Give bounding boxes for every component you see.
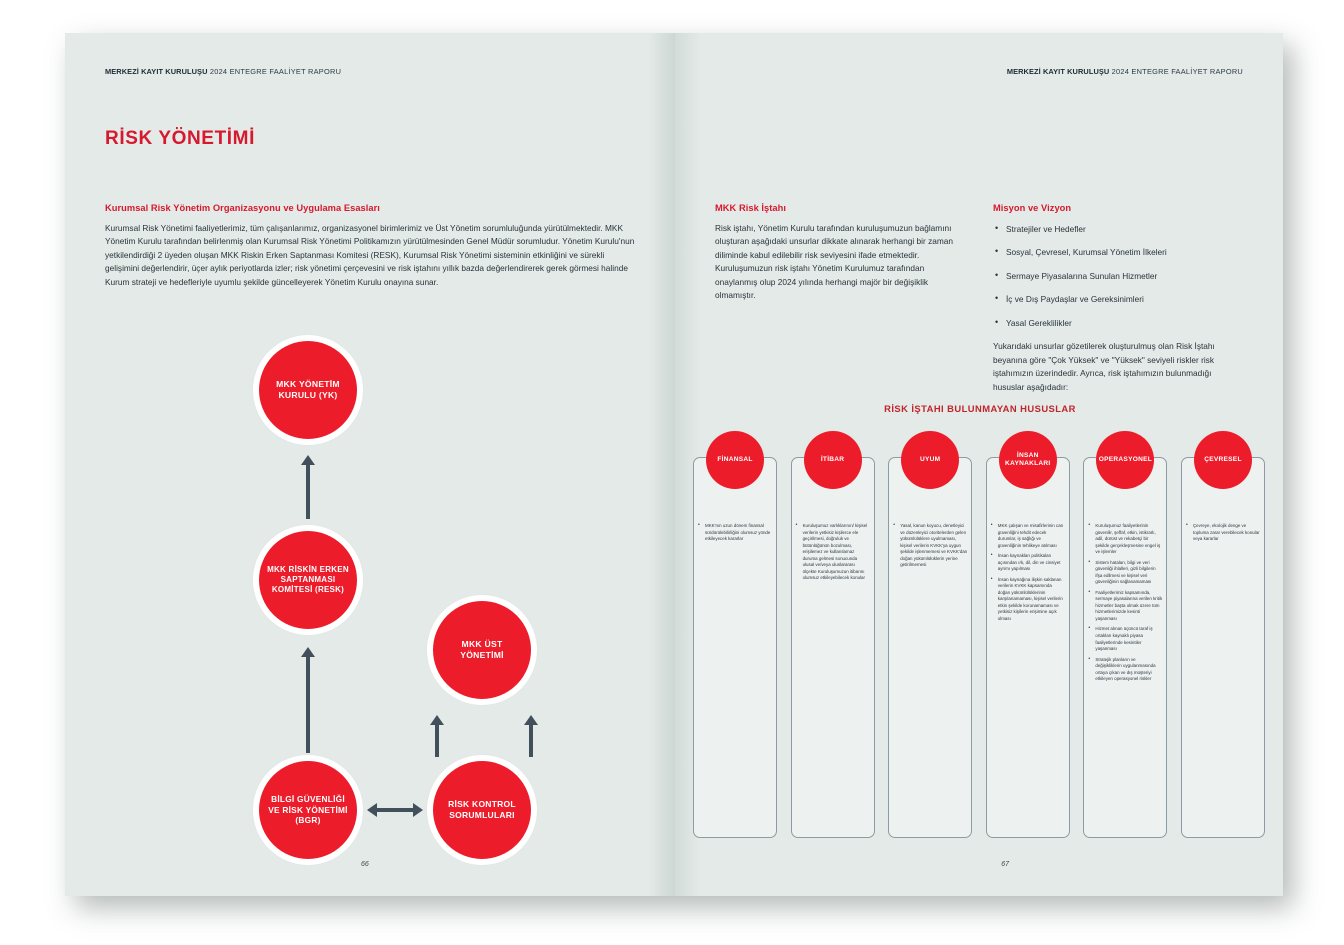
heading-mkk-risk-istahi: MKK Risk İştahı — [715, 203, 787, 213]
list-item: • MKK çalışan ve misafirlerinin can güvenliğini tehdit edecek durumlar, iş sağlığı ve güvenliğinin tehlikeye atılması — [991, 523, 1065, 549]
arrow-bgr-to-resk-shaft — [306, 657, 310, 753]
section-heading-corporate-risk: Kurumsal Risk Yönetim Organizasyonu ve Uygulama Esasları — [105, 203, 380, 213]
list-item: • Stratejiler ve Hedefler — [993, 223, 1245, 235]
risk-card-itibar-badge-label: İTİBAR — [820, 456, 845, 464]
heading-misyon-vizyon: Misyon ve Vizyon — [993, 203, 1072, 213]
page-left — [65, 33, 674, 896]
diagram-node-resk[interactable] — [253, 525, 363, 635]
risk-card-insan-kaynaklari-box — [986, 457, 1070, 838]
right-page-columns — [715, 203, 1245, 394]
arrow-rks-to-ust-shaft — [529, 725, 533, 757]
risk-card-insan-kaynaklari-badge — [999, 431, 1057, 489]
risk-card-uyum-body — [893, 523, 967, 573]
list-item: • Kuruluşumuz varlıklarının/ kişisel verilerin yetkisiz kişilerce ele geçirilmesi, doğruluk ve bütünlüğünün bozulması, erişilemez ve kullanılamaz duruma gelmesi sonucunda ulusal ve/veya uluslararası ölçekte Kuruluşumuzun itibarını olumsuz etkileyebilecek konular — [796, 523, 870, 582]
folio-left: 66 — [361, 861, 369, 868]
risk-card-operasyonel-badge-label: OPERASYONEL — [1098, 456, 1153, 464]
arrow-bgr-to-resk-head — [301, 647, 315, 657]
risk-card-itibar[interactable] — [791, 431, 875, 851]
running-head-brand: MERKEZİ KAYIT KURULUŞU — [105, 67, 208, 76]
list-item: • İnsan kaynakları politikaları açısından ırk, dil, din ve cinsiyet ayrımı yapılması — [991, 553, 1065, 573]
column-mission-vision — [993, 203, 1245, 394]
risk-card-insan-kaynaklari[interactable] — [986, 431, 1070, 851]
list-item: • Yasal Gereklilikler — [993, 317, 1245, 329]
document-spread — [65, 33, 1283, 896]
paragraph-mkk-risk-istahi: Risk iştahı, Yönetim Kurulu tarafından kuruluşumuzun bağlamını oluşturan aşağıdaki unsurlar dikkate alınarak herhangi bir zaman diliminde kabul edilebilir risk seviyesini ifade etmektedir. Kuruluşumuzun risk iştahı Yönetim Kurulumuz tarafından onaylanmış olup 2024 yılında herhangi majör bir değişiklik olmamıştır. — [715, 223, 953, 301]
list-item: • Kuruluşumuz faaliyetlerinin güvenilir, şeffaf, etkin, istikrarlı, adil, dürüst ve rekabetçi bir şekilde gerçekleşmesine engel iş ve işlemler — [1088, 523, 1162, 556]
paragraph-risk-appetite-closing: Yukarıdaki unsurlar gözetilerek oluşturulmuş olan Risk İştahı beyanına göre "Çok Yüksek" ve "Yüksek" seviyeli riskler risk iştahımızın üzerindedir. Ayrıca, risk iştahımızın bulunmadığı hususlar aşağıdadır: — [993, 341, 1215, 392]
arrow-rks-to-ust-head — [524, 715, 538, 725]
risk-card-operasyonel-badge — [1096, 431, 1154, 489]
risk-card-uyum[interactable] — [888, 431, 972, 851]
risk-card-finansal-badge-label: FİNANSAL — [717, 456, 753, 464]
gutter-shadow-left — [648, 33, 674, 896]
list-item: • İnsan kaynağına ilişkin saklanan verilerin KVKK kapsamında doğan yükümlülüklerinin karşılanamaması, kişisel verilerin etkin şekilde korunamaması ve yetkisiz kişilerin erişimine açık olması — [991, 577, 1065, 623]
running-head-brand-right: MERKEZİ KAYIT KURULUŞU — [1006, 67, 1110, 76]
risk-card-finansal-body — [698, 523, 772, 547]
arrow-bgr-to-ust-shaft — [435, 725, 439, 757]
risk-card-insan-kaynaklari-badge-label: İNSAN KAYNAKLARI — [1005, 452, 1051, 467]
list-item: • MKK'nın uzun dönem finansal sürdürülebilirliğini olumsuz yönde etkileyecek kararlar — [698, 523, 772, 543]
risk-card-operasyonel-body — [1088, 523, 1162, 687]
page-title: RİSK YÖNETİMİ — [105, 128, 255, 149]
risk-card-finansal-badge — [706, 431, 764, 489]
diagram-node-bgr-label: BİLGİ GÜVENLİĞİ VE RİSK YÖNETİMİ (BGR) — [268, 794, 348, 826]
cards-section-title: RİSK İŞTAHI BULUNMAYAN HUSUSLAR — [884, 403, 1076, 414]
diagram-node-yk-label: MKK YÖNETİM KURULU (YK) — [276, 379, 340, 400]
diagram-node-bgr[interactable] — [253, 755, 363, 865]
list-item: • Sistem hataları, bilgi ve veri güvenliği ihlalleri, gizli bilgilerin ifşa edilmesi ve kişisel veri güvenliğinin sağlanamaması — [1088, 560, 1162, 586]
diagram-node-ust-yonetim-label: MKK ÜST YÖNETİMİ — [460, 639, 504, 660]
arrow-bgr-rks-head-left — [367, 803, 377, 817]
folio-right: 67 — [1001, 861, 1009, 868]
section-paragraph-corporate-risk: Kurumsal Risk Yönetimi faaliyetlerimiz, tüm çalışanlarımız, organizasyonel birimlerimiz ve Üst Yönetim sorumluluğunda yürütülmektedir. MKK Yönetim Kurulu tarafından belirlenmiş olan Kurumsal Risk Yönetimi Politikamızın yürütülmesinden Genel Müdür sorumludur. Yönetim Kurulu'nun yetkilendirdiği 2 üyeden oluşan MKK Riskin Erken Saptanması Komitesi (RESK), Kurumsal Risk Yönetimi sisteminin etkinliğini ve sürekli gelişimini değerlendirir, üçer aylık periyotlarda izler; risk yönetimi çerçevesini ve risk iştahını yıllık bazda değerlendirerek gerek görmesi halinde Kurum strateji ve hedefleriyle uyumlu şekilde güncelleyerek Yönetim Kurulu onayına sunar. — [105, 223, 635, 287]
list-item: • Sosyal, Çevresel, Kurumsal Yönetim İlkeleri — [993, 246, 1245, 258]
list-item: • Yasal, kanun koyucu, denetleyici ve düzenleyici otoritelerden gelen yükümlülüklere uyulmaması, kişisel verilerin KVKK'ya uygun şekilde işlenmemesi ve KVKK'dan doğan yükümlülüklerin yerine getirilmemesi — [893, 523, 967, 569]
column-risk-appetite — [715, 203, 967, 394]
running-head-left — [105, 67, 341, 76]
risk-card-cevresel-badge-label: ÇEVRESEL — [1204, 456, 1242, 464]
page-right — [674, 33, 1283, 896]
diagram-node-yk[interactable] — [253, 335, 363, 445]
risk-card-itibar-body — [796, 523, 870, 586]
arrow-bgr-rks-shaft — [377, 808, 413, 812]
risk-card-finansal[interactable] — [693, 431, 777, 851]
risk-card-uyum-badge — [901, 431, 959, 489]
arrow-bgr-to-ust-head — [430, 715, 444, 725]
list-item: • Stratejik planların ve değişikliklerin uygulanmasında ortaya çıkan ve dış müşteriyi etkileyen operasyonel riskler — [1088, 657, 1162, 683]
risk-card-cevresel-box — [1181, 457, 1265, 838]
list-item: • Sermaye Piyasalarına Sunulan Hizmetler — [993, 270, 1245, 282]
risk-card-insan-kaynaklari-body — [991, 523, 1065, 626]
arrow-resk-to-yk-shaft — [306, 465, 310, 519]
risk-card-cevresel-badge — [1194, 431, 1252, 489]
list-item: • Çevreye, ekolojik denge ve topluma zarar verebilecek konular veya kararlar — [1186, 523, 1260, 543]
running-head-right — [1007, 67, 1243, 76]
arrow-resk-to-yk-head — [301, 455, 315, 465]
corporate-risk-block — [105, 203, 638, 289]
risk-card-operasyonel[interactable] — [1083, 431, 1167, 851]
list-item: • Hizmet alınan üçüncü taraf iş ortakları kaynaklı piyasa faaliyetlerinde kesintiler yaşanması — [1088, 626, 1162, 652]
diagram-node-risk-kontrol[interactable] — [427, 755, 537, 865]
diagram-node-resk-label: MKK RİSKİN ERKEN SAPTANMASI KOMİTESİ (RESK) — [267, 564, 349, 595]
risk-card-uyum-box — [888, 457, 972, 838]
risk-card-itibar-badge — [804, 431, 862, 489]
running-head-rest: 2024 ENTEGRE FAALİYET RAPORU — [209, 67, 342, 76]
list-item: • Faaliyetlerimiz kapsamında, sermaye piyasalarına verilen kritik hizmetler başta olmak üzere tüm hizmetlerimizde kesinti yaşanması — [1088, 590, 1162, 623]
risk-card-uyum-badge-label: UYUM — [919, 456, 941, 464]
risk-category-cards — [693, 431, 1265, 851]
risk-card-cevresel-body — [1186, 523, 1260, 547]
mission-vision-list — [993, 223, 1245, 329]
risk-card-cevresel[interactable] — [1181, 431, 1265, 851]
risk-card-itibar-box — [791, 457, 875, 838]
risk-governance-diagram — [105, 305, 638, 865]
risk-card-finansal-box — [693, 457, 777, 838]
list-item: • İç ve Dış Paydaşlar ve Gereksinimleri — [993, 293, 1245, 305]
running-head-rest-right: 2024 ENTEGRE FAALİYET RAPORU — [1111, 67, 1243, 76]
arrow-bgr-rks-head-right — [413, 803, 423, 817]
diagram-node-ust-yonetim[interactable] — [427, 595, 537, 705]
diagram-node-risk-kontrol-label: RİSK KONTROL SORUMLULARI — [448, 799, 516, 820]
